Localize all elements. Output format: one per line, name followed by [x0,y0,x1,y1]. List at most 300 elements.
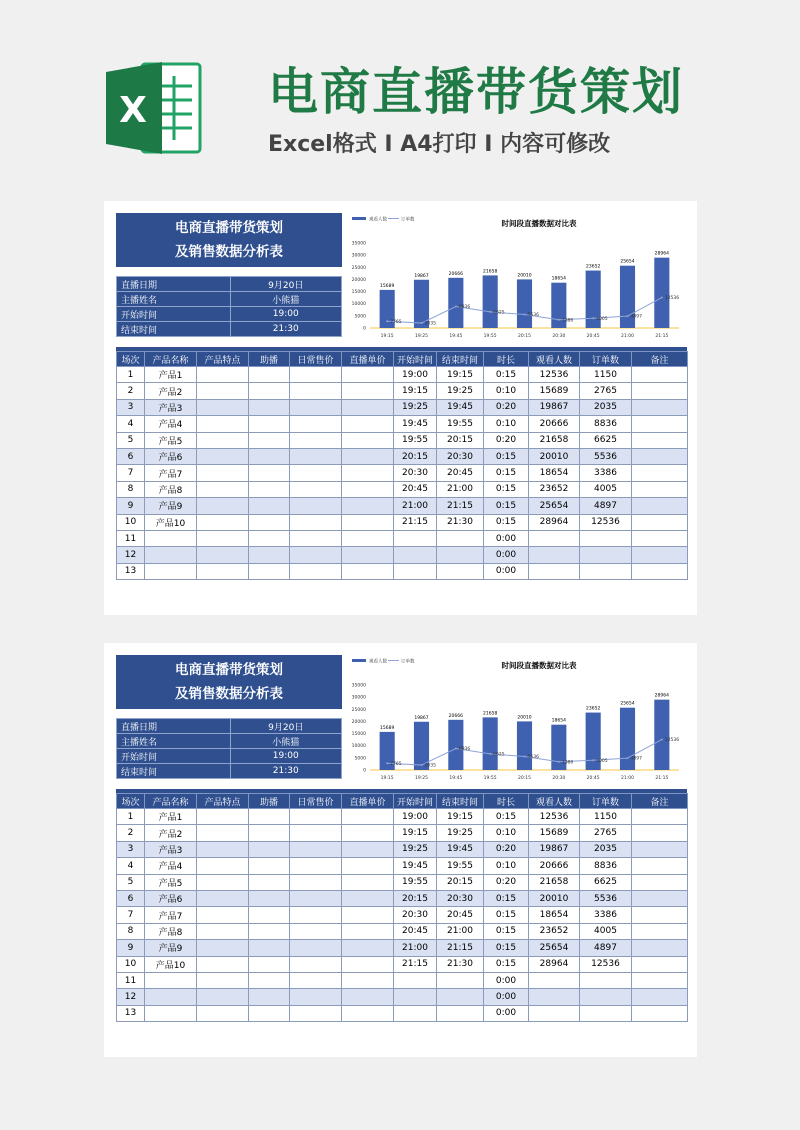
table-cell[interactable]: 6625 [580,432,632,448]
table-cell[interactable] [632,383,688,399]
info-value[interactable]: 9月20日 [230,719,341,734]
table-cell[interactable]: 3 [117,841,145,857]
table-cell[interactable] [290,1005,342,1021]
table-cell[interactable]: 产品6 [145,448,197,464]
table-cell[interactable] [290,367,342,383]
table-cell[interactable]: 20010 [529,890,580,906]
table-cell[interactable]: 0:15 [484,514,529,530]
table-cell[interactable]: 7 [117,465,145,481]
table-cell[interactable]: 4 [117,416,145,432]
table-cell[interactable] [632,809,688,825]
table-cell[interactable] [290,874,342,890]
table-cell[interactable] [197,825,249,841]
table-cell[interactable]: 18654 [529,465,580,481]
table-cell[interactable] [342,923,394,939]
table-cell[interactable]: 2765 [580,383,632,399]
table-cell[interactable] [290,972,342,988]
table-cell[interactable]: 19:25 [394,841,437,857]
table-cell[interactable]: 产品10 [145,956,197,972]
table-cell[interactable]: 0:20 [484,874,529,890]
info-value[interactable]: 小熊猫 [230,734,341,749]
table-cell[interactable] [290,498,342,514]
table-cell[interactable]: 0:15 [484,448,529,464]
table-cell[interactable]: 19:55 [437,858,484,874]
table-cell[interactable] [249,890,290,906]
table-cell[interactable] [632,907,688,923]
table-cell[interactable]: 21658 [529,432,580,448]
table-cell[interactable]: 产品10 [145,514,197,530]
table-cell[interactable] [342,547,394,563]
table-cell[interactable] [342,399,394,415]
table-cell[interactable]: 1 [117,809,145,825]
table-cell[interactable]: 13 [117,563,145,579]
table-cell[interactable] [580,1005,632,1021]
table-cell[interactable] [394,972,437,988]
table-cell[interactable] [437,972,484,988]
table-cell[interactable] [249,465,290,481]
table-cell[interactable] [197,416,249,432]
table-cell[interactable]: 4897 [580,940,632,956]
table-cell[interactable]: 1 [117,367,145,383]
table-cell[interactable] [290,416,342,432]
table-cell[interactable]: 0:15 [484,907,529,923]
table-cell[interactable] [197,547,249,563]
table-cell[interactable]: 20:15 [437,874,484,890]
table-cell[interactable] [197,530,249,546]
table-cell[interactable] [342,448,394,464]
table-cell[interactable]: 产品4 [145,858,197,874]
table-cell[interactable] [632,1005,688,1021]
table-cell[interactable]: 8836 [580,416,632,432]
table-cell[interactable]: 20:30 [437,890,484,906]
table-cell[interactable] [290,923,342,939]
table-cell[interactable] [342,465,394,481]
table-cell[interactable]: 5 [117,874,145,890]
table-cell[interactable] [342,858,394,874]
table-cell[interactable]: 1150 [580,809,632,825]
table-cell[interactable]: 产品8 [145,481,197,497]
table-cell[interactable] [529,989,580,1005]
table-cell[interactable]: 19867 [529,399,580,415]
table-cell[interactable]: 21:15 [437,940,484,956]
table-cell[interactable]: 19:45 [437,399,484,415]
table-cell[interactable]: 0:15 [484,923,529,939]
table-cell[interactable] [145,530,197,546]
table-cell[interactable]: 20:30 [394,465,437,481]
table-cell[interactable]: 21:00 [394,940,437,956]
table-cell[interactable]: 15689 [529,825,580,841]
table-cell[interactable] [197,956,249,972]
table-cell[interactable] [197,367,249,383]
table-cell[interactable]: 产品9 [145,498,197,514]
table-cell[interactable] [632,432,688,448]
table-cell[interactable]: 产品3 [145,841,197,857]
table-cell[interactable]: 20666 [529,858,580,874]
table-cell[interactable] [632,530,688,546]
table-cell[interactable]: 2035 [580,399,632,415]
table-cell[interactable]: 0:15 [484,809,529,825]
table-cell[interactable]: 产品4 [145,416,197,432]
table-cell[interactable]: 10 [117,514,145,530]
table-cell[interactable] [290,547,342,563]
table-cell[interactable] [342,481,394,497]
table-cell[interactable] [529,547,580,563]
table-cell[interactable]: 20:45 [394,481,437,497]
table-cell[interactable]: 0:10 [484,383,529,399]
table-cell[interactable]: 20010 [529,448,580,464]
table-cell[interactable]: 12536 [529,367,580,383]
table-cell[interactable]: 0:20 [484,399,529,415]
table-cell[interactable] [290,465,342,481]
table-cell[interactable]: 19:25 [394,399,437,415]
table-cell[interactable] [394,1005,437,1021]
table-cell[interactable] [529,972,580,988]
table-cell[interactable]: 0:00 [484,563,529,579]
table-cell[interactable]: 13 [117,1005,145,1021]
table-cell[interactable] [249,547,290,563]
table-cell[interactable] [145,972,197,988]
table-cell[interactable] [342,940,394,956]
table-cell[interactable]: 产品2 [145,383,197,399]
table-cell[interactable] [437,530,484,546]
table-cell[interactable]: 19:15 [394,383,437,399]
table-cell[interactable] [249,972,290,988]
table-cell[interactable] [249,367,290,383]
table-cell[interactable]: 23652 [529,923,580,939]
table-cell[interactable]: 19:55 [394,432,437,448]
table-cell[interactable] [394,563,437,579]
table-cell[interactable]: 21:15 [437,498,484,514]
table-cell[interactable] [290,481,342,497]
table-cell[interactable]: 21658 [529,874,580,890]
table-cell[interactable] [249,825,290,841]
table-cell[interactable]: 19:55 [437,416,484,432]
table-cell[interactable]: 21:00 [394,498,437,514]
table-cell[interactable] [342,989,394,1005]
table-cell[interactable] [529,1005,580,1021]
table-cell[interactable] [197,432,249,448]
table-cell[interactable] [249,563,290,579]
table-cell[interactable]: 20:45 [437,907,484,923]
table-cell[interactable]: 25654 [529,498,580,514]
table-cell[interactable] [632,874,688,890]
table-cell[interactable]: 8 [117,481,145,497]
table-cell[interactable] [290,514,342,530]
table-cell[interactable]: 20666 [529,416,580,432]
info-value[interactable]: 小熊猫 [230,292,341,307]
table-cell[interactable] [290,448,342,464]
table-cell[interactable]: 19:15 [394,825,437,841]
table-cell[interactable] [249,1005,290,1021]
table-cell[interactable]: 20:30 [394,907,437,923]
table-cell[interactable]: 0:15 [484,498,529,514]
info-value[interactable]: 19:00 [230,749,341,764]
table-cell[interactable]: 21:15 [394,956,437,972]
table-cell[interactable]: 20:30 [437,448,484,464]
table-cell[interactable] [632,563,688,579]
table-cell[interactable] [342,498,394,514]
table-cell[interactable]: 0:00 [484,547,529,563]
table-cell[interactable]: 19:45 [394,416,437,432]
table-cell[interactable]: 产品2 [145,825,197,841]
table-cell[interactable] [580,972,632,988]
table-cell[interactable]: 1150 [580,367,632,383]
table-cell[interactable] [290,841,342,857]
table-cell[interactable]: 0:00 [484,989,529,1005]
table-cell[interactable] [197,923,249,939]
table-cell[interactable]: 0:15 [484,956,529,972]
table-cell[interactable]: 6625 [580,874,632,890]
table-cell[interactable] [249,874,290,890]
table-cell[interactable] [632,547,688,563]
table-cell[interactable]: 10 [117,956,145,972]
table-cell[interactable] [632,890,688,906]
table-cell[interactable] [342,907,394,923]
table-cell[interactable]: 产品1 [145,367,197,383]
table-cell[interactable] [197,448,249,464]
table-cell[interactable]: 15689 [529,383,580,399]
table-cell[interactable] [529,563,580,579]
table-cell[interactable] [342,956,394,972]
table-cell[interactable] [249,989,290,1005]
table-cell[interactable] [197,465,249,481]
table-cell[interactable] [632,989,688,1005]
table-cell[interactable]: 2 [117,383,145,399]
table-cell[interactable]: 19:15 [437,367,484,383]
table-cell[interactable]: 12536 [529,809,580,825]
table-cell[interactable] [632,481,688,497]
table-cell[interactable] [632,448,688,464]
table-cell[interactable]: 0:00 [484,972,529,988]
table-cell[interactable]: 0:00 [484,1005,529,1021]
table-cell[interactable]: 产品8 [145,923,197,939]
table-cell[interactable] [249,416,290,432]
table-cell[interactable]: 产品7 [145,907,197,923]
table-cell[interactable] [437,563,484,579]
table-cell[interactable]: 28964 [529,514,580,530]
table-cell[interactable] [580,547,632,563]
table-cell[interactable]: 19:45 [394,858,437,874]
table-cell[interactable]: 20:45 [394,923,437,939]
table-cell[interactable]: 19:45 [437,841,484,857]
table-cell[interactable] [437,547,484,563]
table-cell[interactable]: 19:25 [437,825,484,841]
table-cell[interactable] [290,563,342,579]
info-value[interactable]: 19:00 [230,307,341,322]
table-cell[interactable]: 23652 [529,481,580,497]
table-cell[interactable] [290,809,342,825]
table-cell[interactable]: 6 [117,890,145,906]
table-cell[interactable] [342,874,394,890]
table-cell[interactable] [197,940,249,956]
table-cell[interactable] [197,874,249,890]
table-cell[interactable]: 2 [117,825,145,841]
table-cell[interactable]: 7 [117,907,145,923]
table-cell[interactable]: 0:10 [484,825,529,841]
table-cell[interactable] [632,858,688,874]
table-cell[interactable]: 11 [117,972,145,988]
table-cell[interactable]: 20:15 [437,432,484,448]
table-cell[interactable] [394,530,437,546]
table-cell[interactable] [290,825,342,841]
table-cell[interactable]: 3386 [580,465,632,481]
table-cell[interactable] [394,989,437,1005]
table-cell[interactable] [249,956,290,972]
table-cell[interactable] [342,530,394,546]
table-cell[interactable]: 6 [117,448,145,464]
table-cell[interactable] [197,989,249,1005]
table-cell[interactable]: 8836 [580,858,632,874]
table-cell[interactable] [632,514,688,530]
table-cell[interactable]: 产品5 [145,432,197,448]
table-cell[interactable] [342,416,394,432]
table-cell[interactable] [632,416,688,432]
table-cell[interactable] [249,481,290,497]
table-cell[interactable]: 0:20 [484,841,529,857]
table-cell[interactable] [632,367,688,383]
table-cell[interactable]: 0:15 [484,890,529,906]
table-cell[interactable]: 0:15 [484,367,529,383]
table-cell[interactable]: 5536 [580,448,632,464]
table-cell[interactable]: 产品1 [145,809,197,825]
info-value[interactable]: 9月20日 [230,277,341,292]
table-cell[interactable] [290,956,342,972]
info-value[interactable]: 21:30 [230,764,341,779]
table-cell[interactable]: 0:15 [484,465,529,481]
table-cell[interactable]: 产品3 [145,399,197,415]
table-cell[interactable] [197,399,249,415]
table-cell[interactable] [197,890,249,906]
table-cell[interactable]: 8 [117,923,145,939]
table-cell[interactable]: 20:15 [394,448,437,464]
table-cell[interactable] [290,432,342,448]
table-cell[interactable] [290,890,342,906]
table-cell[interactable]: 4005 [580,481,632,497]
info-value[interactable]: 21:30 [230,322,341,337]
table-cell[interactable] [197,514,249,530]
table-cell[interactable] [197,907,249,923]
table-cell[interactable]: 25654 [529,940,580,956]
table-cell[interactable]: 18654 [529,907,580,923]
table-cell[interactable] [632,940,688,956]
table-cell[interactable]: 3386 [580,907,632,923]
table-cell[interactable] [249,514,290,530]
table-cell[interactable] [632,465,688,481]
table-cell[interactable] [342,514,394,530]
table-cell[interactable] [249,841,290,857]
table-cell[interactable]: 0:15 [484,481,529,497]
table-cell[interactable]: 21:30 [437,514,484,530]
table-cell[interactable]: 19:25 [437,383,484,399]
table-cell[interactable]: 0:10 [484,416,529,432]
table-cell[interactable] [197,841,249,857]
table-cell[interactable]: 0:20 [484,432,529,448]
table-cell[interactable] [249,399,290,415]
table-cell[interactable] [632,399,688,415]
table-cell[interactable] [197,1005,249,1021]
table-cell[interactable] [529,530,580,546]
table-cell[interactable] [290,989,342,1005]
table-cell[interactable] [437,1005,484,1021]
table-cell[interactable]: 11 [117,530,145,546]
table-cell[interactable] [632,956,688,972]
table-cell[interactable] [394,547,437,563]
table-cell[interactable]: 4897 [580,498,632,514]
table-cell[interactable]: 19:15 [437,809,484,825]
table-cell[interactable]: 28964 [529,956,580,972]
table-cell[interactable]: 产品6 [145,890,197,906]
table-cell[interactable] [290,858,342,874]
table-cell[interactable]: 产品5 [145,874,197,890]
table-cell[interactable]: 19867 [529,841,580,857]
table-cell[interactable] [437,989,484,1005]
table-cell[interactable] [342,825,394,841]
table-cell[interactable]: 5 [117,432,145,448]
table-cell[interactable] [290,940,342,956]
table-cell[interactable] [342,1005,394,1021]
table-cell[interactable]: 4005 [580,923,632,939]
table-cell[interactable]: 0:15 [484,940,529,956]
table-cell[interactable]: 产品9 [145,940,197,956]
table-cell[interactable] [197,972,249,988]
table-cell[interactable]: 12536 [580,956,632,972]
table-cell[interactable]: 5536 [580,890,632,906]
table-cell[interactable] [580,563,632,579]
table-cell[interactable]: 20:15 [394,890,437,906]
table-cell[interactable]: 12 [117,989,145,1005]
table-cell[interactable] [197,481,249,497]
table-cell[interactable]: 0:00 [484,530,529,546]
table-cell[interactable] [632,972,688,988]
table-cell[interactable]: 19:00 [394,809,437,825]
table-cell[interactable]: 9 [117,940,145,956]
table-cell[interactable] [290,383,342,399]
table-cell[interactable] [290,399,342,415]
table-cell[interactable] [342,841,394,857]
table-cell[interactable] [145,563,197,579]
table-cell[interactable]: 12 [117,547,145,563]
table-cell[interactable] [197,498,249,514]
table-cell[interactable] [249,432,290,448]
table-cell[interactable]: 21:00 [437,481,484,497]
table-cell[interactable] [249,530,290,546]
table-cell[interactable] [580,989,632,1005]
table-cell[interactable]: 3 [117,399,145,415]
table-cell[interactable] [249,923,290,939]
table-cell[interactable] [145,547,197,563]
table-cell[interactable] [197,858,249,874]
table-cell[interactable]: 20:45 [437,465,484,481]
table-cell[interactable] [197,383,249,399]
table-cell[interactable] [632,923,688,939]
table-cell[interactable] [249,498,290,514]
table-cell[interactable] [632,825,688,841]
table-cell[interactable]: 21:15 [394,514,437,530]
table-cell[interactable] [249,907,290,923]
table-cell[interactable]: 4 [117,858,145,874]
table-cell[interactable] [249,809,290,825]
table-cell[interactable]: 2765 [580,825,632,841]
table-cell[interactable] [580,530,632,546]
table-cell[interactable]: 19:55 [394,874,437,890]
table-cell[interactable]: 19:00 [394,367,437,383]
table-cell[interactable] [342,890,394,906]
table-cell[interactable] [249,383,290,399]
table-cell[interactable] [249,858,290,874]
table-cell[interactable]: 9 [117,498,145,514]
table-cell[interactable] [342,972,394,988]
table-cell[interactable]: 产品7 [145,465,197,481]
